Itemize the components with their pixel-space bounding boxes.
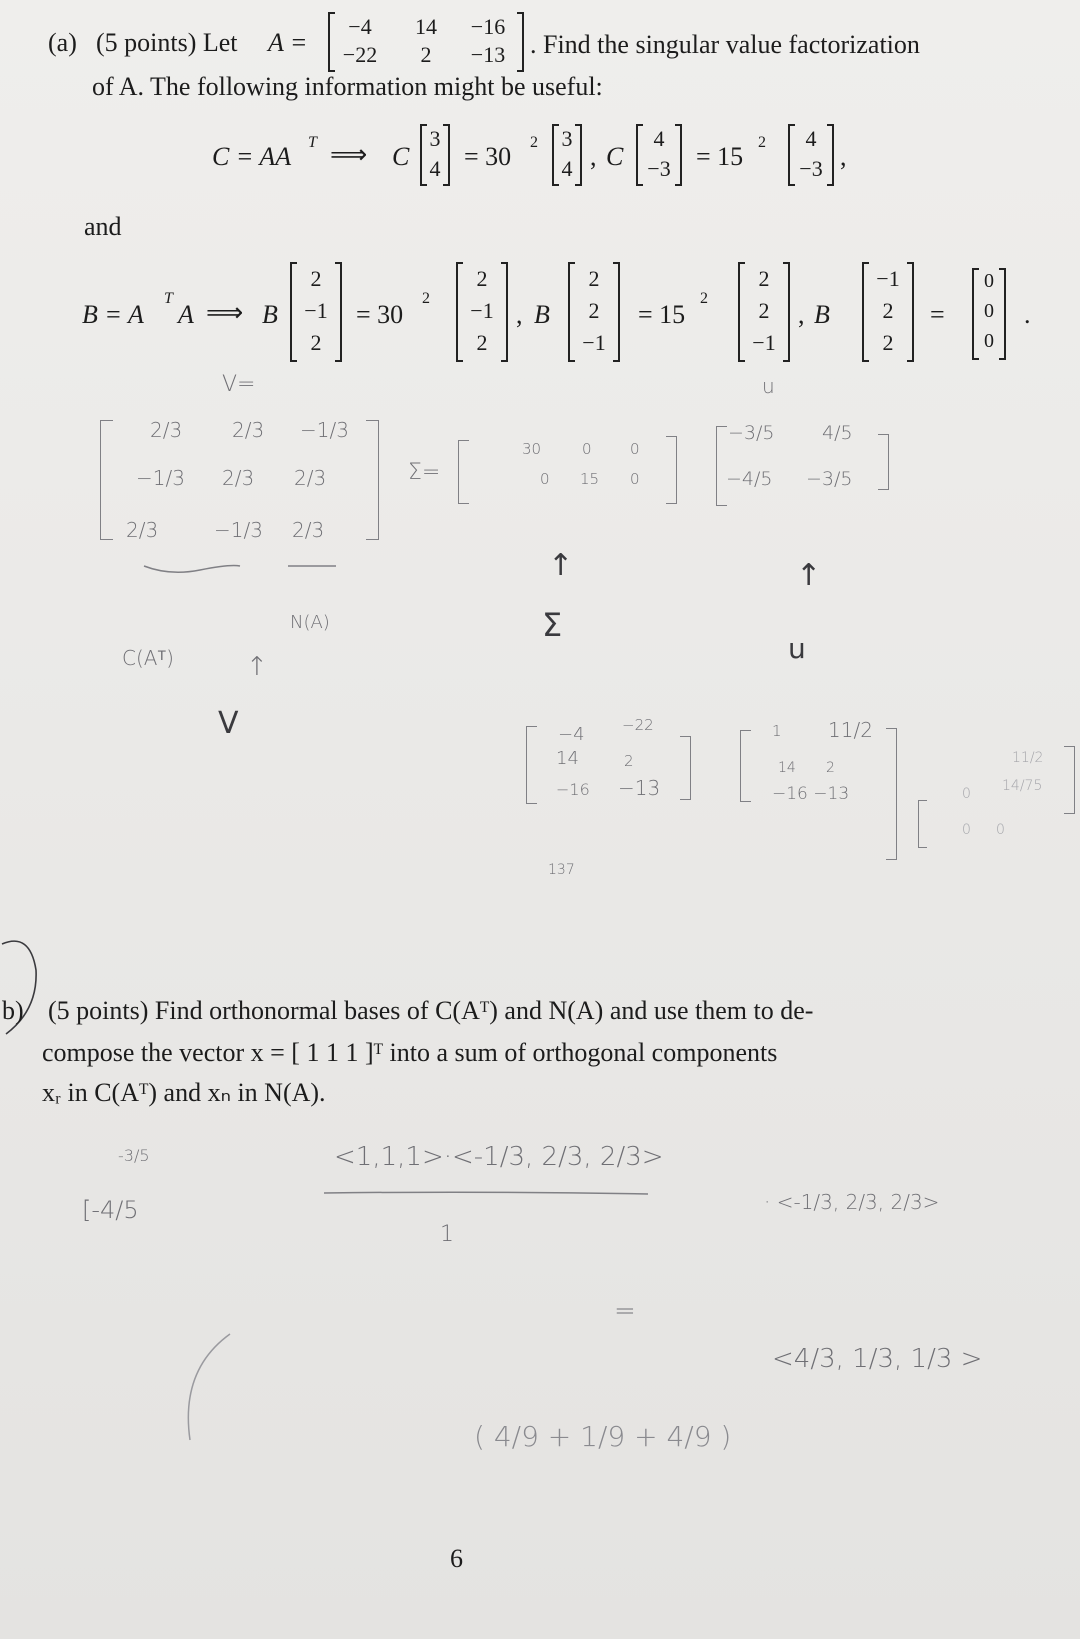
part-b-label: b) — [2, 996, 24, 1025]
hw-up-arrow-icon: ↑ — [246, 652, 268, 682]
hw-v-cell: 2/3 — [292, 518, 325, 542]
comma: , — [840, 142, 847, 171]
hw-m3-cell: 0 — [962, 822, 971, 838]
c-eq-T: T — [308, 134, 317, 151]
hw-sigma-cell: 0 — [540, 470, 550, 488]
hw-up-arrow-icon: ↑ — [548, 548, 574, 583]
hw-u-cell: −3/5 — [806, 468, 853, 490]
hw-v-cell: 2/3 — [126, 518, 159, 542]
hw-up-arrow-icon: ↑ — [796, 558, 822, 593]
sq-b: 2 — [758, 134, 766, 151]
matrix-A-cell: −4 — [348, 14, 372, 39]
vec-cell: 4 — [653, 126, 665, 151]
vec-m122 — [862, 262, 914, 362]
part-b-line2: compose the vector x = [ 1 1 1 ]ᵀ into a sum of orthogonal components — [42, 1038, 778, 1067]
hw-u-arrow-label: u — [788, 632, 806, 665]
vec-cell: −1 — [304, 298, 328, 323]
vec-cell: 2 — [310, 266, 322, 291]
hw-b-frac2: [-4/5 — [82, 1196, 139, 1224]
hw-v-bracket-right — [366, 420, 379, 540]
hw-v-cell: −1/3 — [136, 466, 185, 490]
part-b-line1: (5 points) Find orthonormal bases of C(Aᵀ) and N(A) and use them to de- — [48, 996, 814, 1025]
vec-cell: 2 — [882, 298, 894, 323]
vec-34-b — [552, 124, 582, 186]
matrix-A — [328, 12, 524, 72]
vec-2m12-a — [290, 262, 342, 362]
hw-b-sum: ( 4/9 + 1/9 + 4/9 ) — [474, 1420, 732, 1453]
hw-b-frac1: -3/5 — [118, 1146, 150, 1165]
vec-cell: −3 — [647, 156, 671, 181]
vec-cell: 2 — [882, 330, 894, 355]
hw-at-cell: −13 — [618, 776, 661, 800]
hw-m3-bracket-left — [918, 800, 927, 848]
vec-cell: 0 — [984, 300, 994, 322]
hw-v-cell: −1/3 — [300, 418, 349, 442]
hw-m2-cell: 14 — [778, 760, 796, 776]
vec-4m3-a — [636, 124, 682, 186]
vec-cell: 2 — [476, 266, 488, 291]
part-a-label: (a) — [48, 28, 77, 57]
hw-sigma-cell: 30 — [522, 440, 542, 458]
hw-u-label: u — [762, 374, 775, 398]
vec-cell: −1 — [752, 330, 776, 355]
implies-arrow: ⟹ — [330, 140, 368, 169]
matrix-A-cell: 2 — [420, 42, 432, 67]
page-number: 6 — [450, 1544, 463, 1573]
hw-sigma-arrow-label: Σ — [542, 606, 563, 644]
b-symbol: B — [262, 300, 278, 329]
hw-na-label: N(A) — [290, 612, 330, 633]
hw-v-cell: 2/3 — [150, 418, 183, 442]
eq-15sq: = 15 — [696, 142, 744, 171]
comma: , — [590, 142, 597, 171]
vec-cell: −1 — [470, 298, 494, 323]
vec-cell: 2 — [758, 298, 770, 323]
sq-d: 2 — [700, 290, 708, 307]
b-symbol: B — [814, 300, 830, 329]
hw-u-cell: −4/5 — [726, 468, 773, 490]
hw-m2-bracket-left — [740, 730, 751, 802]
vec-22m1-b — [738, 262, 790, 362]
hw-at-bracket-right — [680, 736, 691, 800]
vec-cell: 4 — [561, 156, 573, 181]
hw-b-denominator: 1 — [440, 1222, 454, 1247]
comma: , — [798, 300, 805, 329]
comma: , — [516, 300, 523, 329]
eq-30sq-b: = 30 — [356, 300, 404, 329]
hw-at-bracket-left — [526, 726, 537, 804]
hw-faint-stroke — [170, 1330, 250, 1450]
hw-v-cell: 2/3 — [294, 466, 327, 490]
hw-v-label: V= — [222, 372, 256, 397]
hw-num-137: 137 — [548, 862, 575, 878]
b-eq-T: T — [164, 290, 173, 307]
hw-at-cell: −22 — [622, 716, 654, 734]
part-a-A-var: A = — [268, 28, 308, 57]
vec-cell: 3 — [561, 126, 573, 151]
period: . — [1024, 300, 1031, 329]
part-a-after-matrix: . Find the singular value factorization — [530, 30, 920, 59]
part-a-points: (5 points) Let — [96, 28, 238, 57]
vec-cell: 0 — [984, 330, 994, 352]
part-a-line2: of A. The following information might be useful: — [92, 72, 603, 101]
hw-u-bracket-left — [716, 426, 727, 506]
implies-arrow: ⟹ — [206, 298, 244, 327]
c-symbol: C — [606, 142, 624, 171]
hw-sigma-label: Σ= — [408, 460, 441, 485]
eq-sign: = — [930, 300, 945, 329]
vec-cell: −1 — [582, 330, 606, 355]
part-b-line3: xᵣ in C(Aᵀ) and xₙ in N(A). — [42, 1078, 326, 1107]
vec-cell: 2 — [758, 266, 770, 291]
b-eq-lhs: B = A — [82, 300, 144, 329]
hw-u-bracket-right — [878, 434, 889, 490]
hw-sigma-bracket-right — [666, 436, 677, 504]
hw-m3-cell: 0 — [962, 786, 971, 802]
hw-m2-cell: 2 — [826, 760, 835, 776]
matrix-A-cell: −22 — [342, 42, 378, 67]
vec-22m1-a — [568, 262, 620, 362]
hw-m3-cell: 11/2 — [1012, 750, 1044, 766]
hw-m3-cell: 0 — [996, 822, 1005, 838]
hw-sigma-cell: 15 — [580, 470, 600, 488]
hw-sigma-cell: 0 — [630, 470, 640, 488]
hw-v-bracket-left — [100, 420, 113, 540]
b-symbol: B — [534, 300, 550, 329]
matrix-A-cell: 14 — [415, 14, 437, 39]
hw-at-cell: −4 — [558, 724, 585, 745]
hw-v-cell: 2/3 — [232, 418, 265, 442]
eq-15sq-b: = 15 — [638, 300, 686, 329]
vec-cell: 2 — [588, 298, 600, 323]
hw-u-cell: −3/5 — [728, 422, 775, 444]
hw-sigma-cell: 0 — [630, 440, 640, 458]
vec-cell: 2 — [588, 266, 600, 291]
c-symbol: C — [392, 142, 410, 171]
vec-cell: 4 — [805, 126, 817, 151]
hw-b-times-vec: · <-1/3, 2/3, 2/3> — [764, 1190, 940, 1214]
hw-m2-bracket-right — [886, 728, 897, 860]
sq-c: 2 — [422, 290, 430, 307]
vec-cell: 2 — [310, 330, 322, 355]
hw-at-cell: 2 — [624, 752, 634, 770]
matrix-A-cell: −13 — [470, 42, 506, 67]
hw-at-cell: −16 — [556, 780, 590, 799]
vec-34-a — [420, 124, 450, 186]
hw-at-cell: 14 — [556, 748, 579, 769]
eq-30sq-a: = 30 — [464, 142, 512, 171]
hw-u-cell: 4/5 — [822, 422, 853, 444]
matrix-A-cell: −16 — [470, 14, 506, 39]
hw-m3-cell: 14/75 — [1002, 778, 1043, 794]
c-eq-lhs: C = AA — [212, 142, 292, 171]
hw-sigma-cell: 0 — [582, 440, 592, 458]
hw-v-cell: −1/3 — [214, 518, 263, 542]
hw-m3-bracket-right — [1064, 746, 1075, 814]
hw-m2-cell: 1 — [772, 722, 782, 740]
hw-v-arrow-label: V — [218, 706, 239, 741]
vec-2m12-b — [456, 262, 508, 362]
and-text: and — [84, 212, 122, 241]
vec-cell: 0 — [984, 270, 994, 292]
vec-000 — [972, 268, 1006, 360]
hw-c-at-label: C(Aᵀ) — [122, 646, 174, 670]
vec-cell: 2 — [476, 330, 488, 355]
hw-b-result: <4/3, 1/3, 1/3 > — [772, 1344, 983, 1374]
hw-b-numerator: <1,1,1>·<-1/3, 2/3, 2/3> — [334, 1142, 664, 1172]
vec-cell: −3 — [799, 156, 823, 181]
hw-m2-cell: 11/2 — [828, 718, 873, 742]
hw-squiggles — [140, 560, 340, 580]
hw-sigma-bracket-left — [458, 440, 469, 504]
hw-fraction-bar — [322, 1190, 652, 1196]
sq-a: 2 — [530, 134, 538, 151]
vec-4m3-b — [788, 124, 834, 186]
vec-cell: 4 — [429, 156, 441, 181]
hw-v-cell: 2/3 — [222, 466, 255, 490]
hw-b-equals: = — [614, 1296, 636, 1326]
vec-cell: 3 — [429, 126, 441, 151]
hw-m2-cell: −16 −13 — [772, 784, 850, 804]
b-eq-rhs: A — [178, 300, 194, 329]
vec-cell: −1 — [876, 266, 900, 291]
